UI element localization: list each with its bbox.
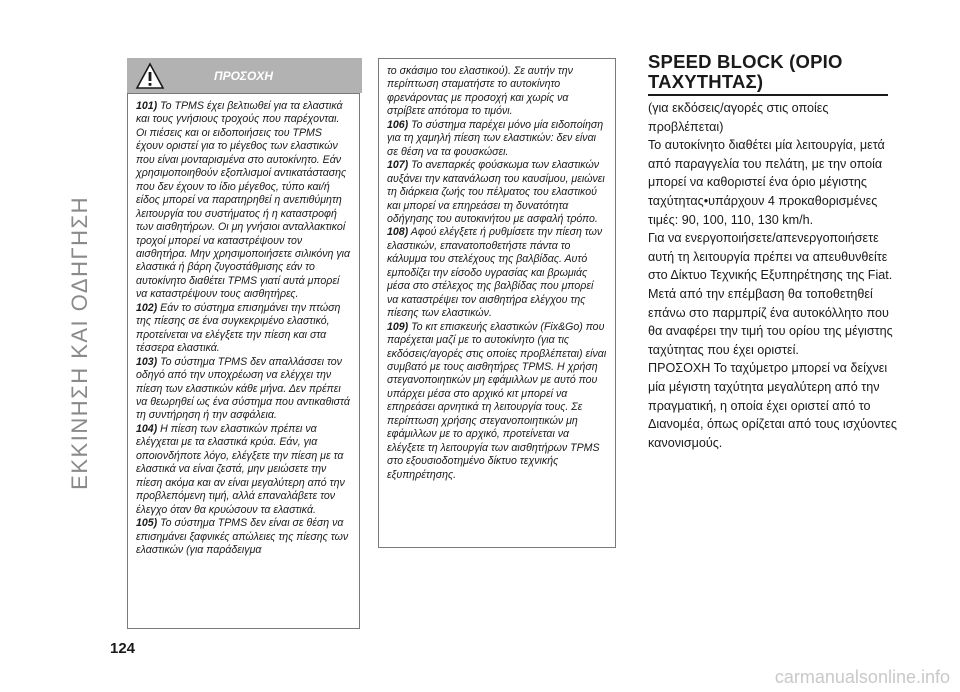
section-title: SPEED BLOCK (ΟΡΙΟ ΤΑΧΥΤΗΤΑΣ) bbox=[648, 51, 843, 92]
warning-note-number: 109) bbox=[387, 320, 409, 333]
warning-box-right bbox=[378, 58, 616, 548]
warning-column-left bbox=[128, 94, 359, 557]
warning-note-number: 104) bbox=[136, 422, 158, 435]
warning-note bbox=[387, 65, 607, 119]
warning-triangle-icon bbox=[135, 61, 165, 91]
chapter-title-text: ΕΚΚΙΝΗΣΗ ΚΑΙ ΟΔΗΓΗΣΗ bbox=[67, 196, 92, 490]
warning-note bbox=[136, 356, 351, 423]
warning-note-text: Το κιτ επισκευής ελαστικών (Fix&Go) που παρέχεται μαζί με το αυτοκίνητο (για τις εκδόσεις/αγορές στις οποίες προβλέπεται) είναι συμβατό με τους αισθητήρες TPMS. Η χρήση στεγανοποιητικών μη εφάμιλλων με αυτό που υπάρχει μέσα στο αρχικό κιτ μπορεί να επηρεάσει αρνητικά τη λειτουργία τους. Σε περίπτωση χρήσης στεγανοποιητικών μη εφάμιλλων με το αρχικό, προτείνεται να ελέγξετε τη λειτουργία των αισθητήρων TPMS στο εξουσιοδοτημένο δίκτυο τεχνικής εξυπηρέτησης. bbox=[387, 320, 607, 481]
warning-note bbox=[387, 321, 607, 482]
warning-note bbox=[387, 119, 607, 159]
section-paragraph: Μετά από την επέμβαση θα τοποθετηθεί επάνω στο παρμπρίζ ένα αυτοκόλλητο που θα αναφέρει την τιμή του ορίου της μέγιστης ταχύτητας που έχει οριστεί. bbox=[648, 286, 893, 357]
warning-note bbox=[136, 100, 351, 302]
warning-note-text: Το TPMS έχει βελτιωθεί για τα ελαστικά και τους γνήσιους τροχούς που παρέχονται. Οι πιέσεις και οι ειδοποιήσεις του TPMS έχουν οριστεί για το μέγεθος των ελαστικών που είναι μονταρισμένα στο αυτοκίνητο. Εάν χρησιμοποιηθούν εξοπλισμοί αντικατάστασης που δεν έχουν το ίδιο μέγεθος, τύπο και/ή είδος μπορεί να παρατηρηθεί η ανεπιθύμητη λειτουργία του συστήματος ή η καταστροφή των αισθητήρων. Οι μη γνήσιοι ανταλλακτικοί τροχοί μπορεί να καταστρέψουν τον αισθητήρα. Μην χρησιμοποιήσετε σιλικόνη για ελαστικά ή βάρη ζυγοστάθμισης εάν το αυτοκίνητο διαθέτει TPMS γιατί αυτά μπορεί να καταστρέψουν τους αισθητήρες. bbox=[136, 100, 351, 301]
warning-note bbox=[136, 302, 351, 356]
warning-note bbox=[136, 517, 351, 557]
warning-note-text: το σκάσιμο του ελαστικού). Σε αυτήν την περίπτωση σταματήστε το αυτοκίνητο φρενάροντας με προσοχή και χωρίς να στρίβετε απότομα το τιμόνι. bbox=[387, 65, 573, 118]
warning-note-number: 101) bbox=[136, 100, 158, 112]
section-paragraph: Το αυτοκίνητο διαθέτει μία λειτουργία, μετά από παραγγελία του πελάτη, με την οποία μπορεί να καθοριστεί ένα όριο μέγιστης ταχύτητας•υπάρχουν 4 προκαθορισμένες τιμές: 90, 100, 110, 130 km/h. bbox=[648, 138, 885, 227]
warning-note-number: 108) bbox=[387, 226, 409, 239]
warning-note-text: Το ανεπαρκές φούσκωμα των ελαστικών αυξάνει την κατανάλωση του καυσίμου, μειώνει τη διάρκεια ζωής του πέλματος του ελαστικού και μπορεί να επηρεάσει τη δυνατότητα οδήγησης του αυτοκινήτου με ασφαλή τρόπο. bbox=[387, 159, 605, 225]
warning-note-number: 102) bbox=[136, 301, 158, 314]
warning-column-right bbox=[379, 59, 615, 482]
warning-note-text: Το σύστημα TPMS δεν απαλλάσσει τον οδηγό από την υποχρέωση να ελέγχει την πίεση των ελαστικών κάθε μήνα. Δεν πρέπει να θεωρηθεί ως ένα σύστημα που αντικαθιστά τη συντήρηση ή την ασφάλεια. bbox=[136, 355, 350, 422]
warning-note bbox=[136, 423, 351, 517]
warning-note bbox=[387, 159, 607, 226]
section-paragraph: Για να ενεργοποιήσετε/απενεργοποιήσετε αυτή τη λειτουργία πρέπει να απευθυνθείτε στο Δίκτυο Τεχνικής Εξυπηρέτησης της Fiat. bbox=[648, 231, 893, 283]
warning-title: ΠΡΟΣΟΧΗ bbox=[213, 68, 274, 83]
warning-note-text: Το σύστημα TPMS δεν είναι σε θέση να επισημάνει ξαφνικές απώλειες της πίεσης των ελαστικών (για παράδειγμα bbox=[136, 517, 349, 556]
page-number: 124 bbox=[110, 640, 136, 657]
section-title-rule bbox=[648, 94, 888, 96]
chapter-side-title bbox=[62, 48, 98, 638]
section-body bbox=[648, 99, 898, 452]
section-paragraph: (για εκδόσεις/αγορές στις οποίες προβλέπεται) bbox=[648, 101, 829, 134]
warning-note-number: 107) bbox=[387, 159, 409, 172]
warning-note-text: Αφού ελέγξετε ή ρυθμίσετε την πίεση των ελαστικών, επανατοποθετήστε πάντα το κάλυμμα του στελέχους της βαλβίδας. Αυτό εμποδίζει την είσοδο υγρασίας και βρωμιάς μέσα στο στέλεχος της βαλβίδας που μπορεί να καταστρέψει τον αισθητήρα ελέγχου της πίεσης των ελαστικών. bbox=[387, 226, 603, 320]
warning-note-number: 105) bbox=[136, 517, 158, 530]
section-paragraph: ΠΡΟΣΟΧΗ Το ταχύμετρο μπορεί να δείχνει μία μέγιστη ταχύτητα μεγαλύτερη από την πραγματική, η οποία έχει οριστεί από το Διανομέα, όπως ορίζεται από τους ισχύοντες κανονισμούς. bbox=[648, 361, 897, 450]
warning-note-text: Η πίεση των ελαστικών πρέπει να ελέγχεται με τα ελαστικά κρύα. Εάν, για οποιονδήποτε λόγο, ελέγξετε την πίεση με τα ελαστικά να είναι ζεστά, μην μειώσετε την πίεση ακόμα και αν είναι μεγαλύτερη από την προβλεπόμενη τιμή, αλλά επαναλάβετε τον έλεγχο όταν θα κρυώσουν τα ελαστικά. bbox=[136, 422, 345, 516]
watermark-footer: carmanualsonline.info bbox=[774, 667, 950, 687]
warning-header bbox=[127, 58, 362, 93]
warning-note-number: 106) bbox=[387, 118, 409, 131]
warning-box-left bbox=[127, 93, 360, 629]
warning-note-text: Το σύστημα παρέχει μόνο μία ειδοποίηση για τη χαμηλή πίεση των ελαστικών: δεν είναι σε θέση να τα φουσκώσει. bbox=[387, 118, 604, 158]
warning-note-text: Εάν το σύστημα επισημάνει την πτώση της πίεσης σε ένα συγκεκριμένο ελαστικό, προτείνεται να ελέγξετε την πίεση και στα τέσσερα ελαστικά. bbox=[136, 301, 341, 355]
warning-note bbox=[387, 226, 607, 320]
warning-note-number: 103) bbox=[136, 355, 158, 368]
